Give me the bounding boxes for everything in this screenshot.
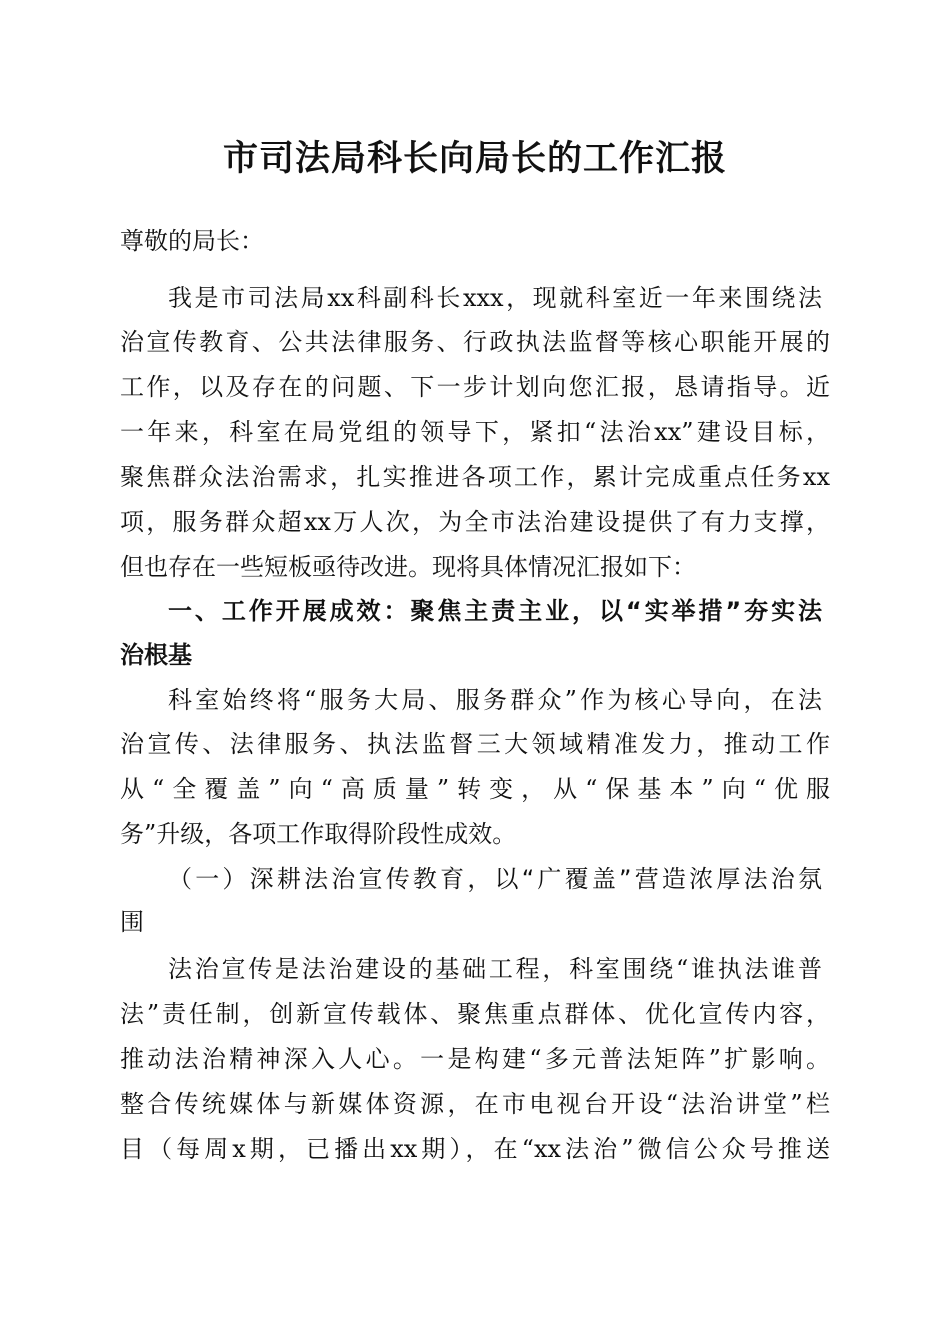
paragraph-line: 治宣传、法律服务、执法监督三大领域精准发力，推动工作: [120, 730, 830, 758]
paragraph-line: 治宣传教育、公共法律服务、行政执法监督等核心职能开展的: [120, 328, 830, 356]
paragraph-line: 我是市司法局xx科副科长xxx，现就科室近一年来围绕法: [168, 284, 822, 312]
subsection-heading: 围: [120, 908, 144, 936]
paragraph-line: 但也存在一些短板亟待改进。现将具体情况汇报如下：: [120, 553, 696, 581]
paragraph-line: 从“全覆盖”向“高质量”转变，从“保基本”向“优服: [120, 775, 830, 803]
paragraph-line: 推动法治精神深入人心。一是构建“多元普法矩阵”扩影响。: [120, 1045, 830, 1073]
paragraph-line: 务”升级，各项工作取得阶段性成效。: [120, 820, 517, 848]
paragraph-line: 项，服务群众超xx万人次，为全市法治建设提供了有力支撑，: [120, 508, 830, 536]
section-heading: 一、工作开展成效：聚焦主责主业，以“实举措”夯实法: [168, 597, 822, 625]
document-title: 市司法局科长向局长的工作汇报: [222, 138, 727, 179]
section-heading: 治根基: [120, 641, 192, 669]
paragraph-line: 整合传统媒体与新媒体资源，在市电视台开设“法治讲堂”栏: [120, 1090, 830, 1118]
paragraph-line: 一年来，科室在局党组的领导下，紧扣“法治xx”建设目标，: [120, 418, 830, 446]
paragraph-line: 科室始终将“服务大局、服务群众”作为核心导向，在法: [168, 686, 822, 714]
subsection-heading: （一）深耕法治宣传教育，以“广覆盖”营造浓厚法治氛: [168, 865, 822, 893]
paragraph-line: 聚焦群众法治需求，扎实推进各项工作，累计完成重点任务xx: [120, 463, 830, 491]
paragraph-line: 目（每周x期，已播出xx期），在“xx法治”微信公众号推送: [120, 1135, 830, 1163]
paragraph-line: 法”责任制，创新宣传载体、聚焦重点群体、优化宣传内容，: [120, 1000, 830, 1028]
paragraph-line: 法治宣传是法治建设的基础工程，科室围绕“谁执法谁普: [168, 955, 822, 983]
paragraph-line: 工作，以及存在的问题、下一步计划向您汇报，恳请指导。近: [120, 373, 830, 401]
salutation: 尊敬的局长：: [120, 227, 264, 255]
